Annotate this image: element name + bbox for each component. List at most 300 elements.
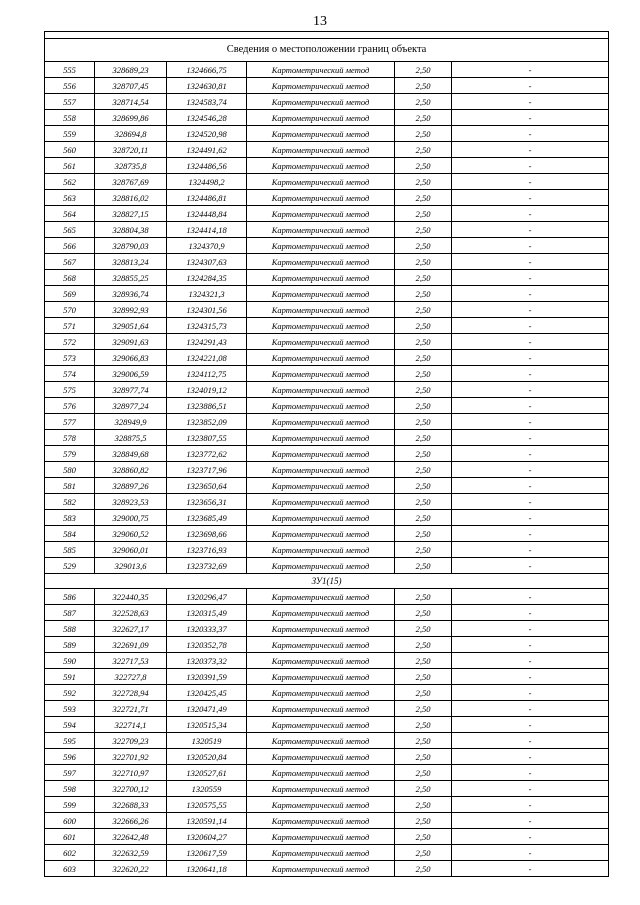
description: - [452,765,609,781]
table-row [45,717,609,733]
point-number: 600 [45,813,95,829]
accuracy: 2,50 [395,589,452,605]
point-number: 584 [45,526,95,542]
point-number: 599 [45,797,95,813]
table-row [45,733,609,749]
point-number: 557 [45,94,95,110]
y-coordinate: 1324491,62 [167,142,247,158]
point-number: 589 [45,637,95,653]
table-row [45,94,609,110]
accuracy: 2,50 [395,829,452,845]
x-coordinate: 322727,8 [95,669,167,685]
method: Картометрический метод [247,845,395,861]
point-number: 591 [45,669,95,685]
table-title-row [45,39,609,62]
section-label: ЗУ1(15) [45,574,609,589]
accuracy: 2,50 [395,494,452,510]
table-row [45,829,609,845]
point-number: 603 [45,861,95,877]
x-coordinate: 328767,69 [95,174,167,190]
table-row [45,749,609,765]
y-coordinate: 1324546,28 [167,110,247,126]
y-coordinate: 1324291,43 [167,334,247,350]
description: - [452,382,609,398]
method: Картометрический метод [247,669,395,685]
description: - [452,206,609,222]
method: Картометрический метод [247,829,395,845]
description: - [452,733,609,749]
y-coordinate: 1324221,08 [167,350,247,366]
y-coordinate: 1324448,84 [167,206,247,222]
description: - [452,174,609,190]
point-number: 558 [45,110,95,126]
method: Картометрический метод [247,861,395,877]
accuracy: 2,50 [395,174,452,190]
accuracy: 2,50 [395,813,452,829]
y-coordinate: 1324498,2 [167,174,247,190]
y-coordinate: 1324666,75 [167,62,247,78]
y-coordinate: 1323716,93 [167,542,247,558]
table-row [45,190,609,206]
x-coordinate: 329006,59 [95,366,167,382]
accuracy: 2,50 [395,510,452,526]
x-coordinate: 328699,86 [95,110,167,126]
description: - [452,190,609,206]
accuracy: 2,50 [395,190,452,206]
x-coordinate: 328923,53 [95,494,167,510]
method: Картометрический метод [247,334,395,350]
y-coordinate: 1320617,59 [167,845,247,861]
description: - [452,797,609,813]
accuracy: 2,50 [395,797,452,813]
accuracy: 2,50 [395,733,452,749]
description: - [452,110,609,126]
method: Картометрический метод [247,494,395,510]
point-number: 596 [45,749,95,765]
method: Картометрический метод [247,621,395,637]
point-number: 588 [45,621,95,637]
accuracy: 2,50 [395,142,452,158]
x-coordinate: 328813,24 [95,254,167,270]
point-number: 576 [45,398,95,414]
section-row [45,574,609,589]
accuracy: 2,50 [395,366,452,382]
y-coordinate: 1320604,27 [167,829,247,845]
accuracy: 2,50 [395,845,452,861]
description: - [452,749,609,765]
y-coordinate: 1320520,84 [167,749,247,765]
method: Картометрический метод [247,190,395,206]
x-coordinate: 322440,35 [95,589,167,605]
description: - [452,558,609,574]
method: Картометрический метод [247,685,395,701]
description: - [452,446,609,462]
point-number: 571 [45,318,95,334]
point-number: 569 [45,286,95,302]
table-top-row [45,32,609,39]
x-coordinate: 322728,94 [95,685,167,701]
accuracy: 2,50 [395,398,452,414]
accuracy: 2,50 [395,286,452,302]
point-number: 592 [45,685,95,701]
table-row [45,110,609,126]
x-coordinate: 329060,52 [95,526,167,542]
point-number: 595 [45,733,95,749]
description: - [452,621,609,637]
method: Картометрический метод [247,142,395,158]
point-number: 555 [45,62,95,78]
y-coordinate: 1324520,98 [167,126,247,142]
y-coordinate: 1320559 [167,781,247,797]
method: Картометрический метод [247,398,395,414]
point-number: 583 [45,510,95,526]
accuracy: 2,50 [395,621,452,637]
point-number: 564 [45,206,95,222]
accuracy: 2,50 [395,542,452,558]
point-number: 601 [45,829,95,845]
table-row [45,366,609,382]
method: Картометрический метод [247,765,395,781]
x-coordinate: 328804,38 [95,222,167,238]
description: - [452,829,609,845]
y-coordinate: 1324370,9 [167,238,247,254]
y-coordinate: 1323807,55 [167,430,247,446]
point-number: 567 [45,254,95,270]
x-coordinate: 329051,64 [95,318,167,334]
point-number: 577 [45,414,95,430]
x-coordinate: 322721,71 [95,701,167,717]
x-coordinate: 328714,54 [95,94,167,110]
table-row [45,701,609,717]
description: - [452,286,609,302]
accuracy: 2,50 [395,254,452,270]
x-coordinate: 328689,23 [95,62,167,78]
description: - [452,781,609,797]
point-number: 563 [45,190,95,206]
method: Картометрический метод [247,589,395,605]
method: Картометрический метод [247,781,395,797]
y-coordinate: 1320575,55 [167,797,247,813]
description: - [452,270,609,286]
y-coordinate: 1323698,66 [167,526,247,542]
table-row [45,589,609,605]
y-coordinate: 1323685,49 [167,510,247,526]
x-coordinate: 328977,74 [95,382,167,398]
table-row [45,158,609,174]
method: Картометрический метод [247,797,395,813]
y-coordinate: 1320391,59 [167,669,247,685]
y-coordinate: 1320315,49 [167,605,247,621]
accuracy: 2,50 [395,206,452,222]
method: Картометрический метод [247,653,395,669]
y-coordinate: 1324307,63 [167,254,247,270]
table-row [45,62,609,78]
table-row [45,861,609,877]
x-coordinate: 322642,48 [95,829,167,845]
x-coordinate: 328735,8 [95,158,167,174]
accuracy: 2,50 [395,126,452,142]
description: - [452,350,609,366]
point-number: 565 [45,222,95,238]
point-number: 586 [45,589,95,605]
x-coordinate: 322620,22 [95,861,167,877]
description: - [452,254,609,270]
point-number: 529 [45,558,95,574]
table-row [45,350,609,366]
x-coordinate: 322691,09 [95,637,167,653]
x-coordinate: 328707,45 [95,78,167,94]
table-row [45,142,609,158]
table-row [45,605,609,621]
method: Картометрический метод [247,238,395,254]
method: Картометрический метод [247,206,395,222]
table-row [45,621,609,637]
table-row [45,414,609,430]
y-coordinate: 1324315,73 [167,318,247,334]
x-coordinate: 328849,68 [95,446,167,462]
x-coordinate: 322632,59 [95,845,167,861]
accuracy: 2,50 [395,62,452,78]
x-coordinate: 329013,6 [95,558,167,574]
table-row [45,446,609,462]
x-coordinate: 322710,97 [95,765,167,781]
point-number: 598 [45,781,95,797]
accuracy: 2,50 [395,781,452,797]
method: Картометрический метод [247,637,395,653]
table-row [45,126,609,142]
table-row [45,510,609,526]
y-coordinate: 1323852,09 [167,414,247,430]
accuracy: 2,50 [395,653,452,669]
point-number: 579 [45,446,95,462]
method: Картометрический метод [247,78,395,94]
x-coordinate: 329060,01 [95,542,167,558]
description: - [452,813,609,829]
description: - [452,334,609,350]
description: - [452,302,609,318]
accuracy: 2,50 [395,558,452,574]
x-coordinate: 328897,26 [95,478,167,494]
y-coordinate: 1324284,35 [167,270,247,286]
table-row [45,78,609,94]
description: - [452,126,609,142]
accuracy: 2,50 [395,462,452,478]
y-coordinate: 1323772,62 [167,446,247,462]
method: Картометрический метод [247,158,395,174]
description: - [452,78,609,94]
x-coordinate: 322717,53 [95,653,167,669]
description: - [452,430,609,446]
accuracy: 2,50 [395,382,452,398]
method: Картометрический метод [247,701,395,717]
table-row [45,462,609,478]
x-coordinate: 328992,93 [95,302,167,318]
table-row [45,222,609,238]
point-number: 582 [45,494,95,510]
description: - [452,637,609,653]
x-coordinate: 322688,33 [95,797,167,813]
x-coordinate: 322701,92 [95,749,167,765]
table-row [45,765,609,781]
x-coordinate: 328720,11 [95,142,167,158]
accuracy: 2,50 [395,478,452,494]
description: - [452,462,609,478]
accuracy: 2,50 [395,446,452,462]
y-coordinate: 1320471,49 [167,701,247,717]
table-row [45,685,609,701]
method: Картометрический метод [247,558,395,574]
description: - [452,845,609,861]
description: - [452,222,609,238]
description: - [452,653,609,669]
method: Картометрический метод [247,462,395,478]
y-coordinate: 1320641,18 [167,861,247,877]
method: Картометрический метод [247,414,395,430]
description: - [452,494,609,510]
point-number: 556 [45,78,95,94]
description: - [452,669,609,685]
table-row [45,653,609,669]
description: - [452,701,609,717]
method: Картометрический метод [247,174,395,190]
accuracy: 2,50 [395,238,452,254]
table-row [45,845,609,861]
point-number: 593 [45,701,95,717]
y-coordinate: 1324486,56 [167,158,247,174]
accuracy: 2,50 [395,749,452,765]
method: Картометрический метод [247,733,395,749]
y-coordinate: 1320519 [167,733,247,749]
table-row [45,334,609,350]
point-number: 559 [45,126,95,142]
y-coordinate: 1323886,51 [167,398,247,414]
method: Картометрический метод [247,126,395,142]
table-row [45,813,609,829]
table-row [45,478,609,494]
y-coordinate: 1320352,78 [167,637,247,653]
method: Картометрический метод [247,110,395,126]
point-number: 570 [45,302,95,318]
point-number: 581 [45,478,95,494]
table-body [45,32,609,877]
x-coordinate: 328827,15 [95,206,167,222]
method: Картометрический метод [247,446,395,462]
x-coordinate: 322709,23 [95,733,167,749]
method: Картометрический метод [247,302,395,318]
x-coordinate: 328977,24 [95,398,167,414]
y-coordinate: 1320527,61 [167,765,247,781]
accuracy: 2,50 [395,717,452,733]
x-coordinate: 328816,02 [95,190,167,206]
description: - [452,94,609,110]
accuracy: 2,50 [395,302,452,318]
description: - [452,605,609,621]
table-row [45,286,609,302]
table-row [45,669,609,685]
page-number: 13 [313,14,327,29]
description: - [452,318,609,334]
x-coordinate: 328694,8 [95,126,167,142]
table-row [45,318,609,334]
description: - [452,158,609,174]
point-number: 560 [45,142,95,158]
method: Картометрический метод [247,270,395,286]
method: Картометрический метод [247,605,395,621]
table-row [45,494,609,510]
description: - [452,366,609,382]
y-coordinate: 1324414,18 [167,222,247,238]
description: - [452,685,609,701]
description: - [452,414,609,430]
accuracy: 2,50 [395,765,452,781]
point-number: 597 [45,765,95,781]
method: Картометрический метод [247,318,395,334]
description: - [452,478,609,494]
accuracy: 2,50 [395,94,452,110]
point-number: 572 [45,334,95,350]
table-row [45,797,609,813]
table-row [45,542,609,558]
method: Картометрический метод [247,62,395,78]
description: - [452,142,609,158]
point-number: 602 [45,845,95,861]
accuracy: 2,50 [395,222,452,238]
accuracy: 2,50 [395,78,452,94]
table-row [45,238,609,254]
method: Картометрический метод [247,813,395,829]
point-number: 574 [45,366,95,382]
x-coordinate: 322666,26 [95,813,167,829]
y-coordinate: 1320515,34 [167,717,247,733]
description: - [452,62,609,78]
accuracy: 2,50 [395,270,452,286]
point-number: 573 [45,350,95,366]
y-coordinate: 1320425,45 [167,685,247,701]
accuracy: 2,50 [395,350,452,366]
table-row [45,558,609,574]
point-number: 575 [45,382,95,398]
table-row [45,781,609,797]
point-number: 578 [45,430,95,446]
accuracy: 2,50 [395,110,452,126]
accuracy: 2,50 [395,430,452,446]
table-row [45,270,609,286]
x-coordinate: 322700,12 [95,781,167,797]
point-number: 580 [45,462,95,478]
point-number: 590 [45,653,95,669]
point-number: 561 [45,158,95,174]
table-row [45,302,609,318]
table-row [45,526,609,542]
x-coordinate: 329091,63 [95,334,167,350]
method: Картометрический метод [247,478,395,494]
method: Картометрический метод [247,749,395,765]
x-coordinate: 328949,9 [95,414,167,430]
accuracy: 2,50 [395,669,452,685]
accuracy: 2,50 [395,526,452,542]
table-row [45,206,609,222]
y-coordinate: 1323732,69 [167,558,247,574]
accuracy: 2,50 [395,318,452,334]
accuracy: 2,50 [395,861,452,877]
y-coordinate: 1324112,75 [167,366,247,382]
y-coordinate: 1323717,96 [167,462,247,478]
method: Картометрический метод [247,254,395,270]
table-row [45,174,609,190]
method: Картометрический метод [247,286,395,302]
point-number: 594 [45,717,95,733]
y-coordinate: 1324321,3 [167,286,247,302]
